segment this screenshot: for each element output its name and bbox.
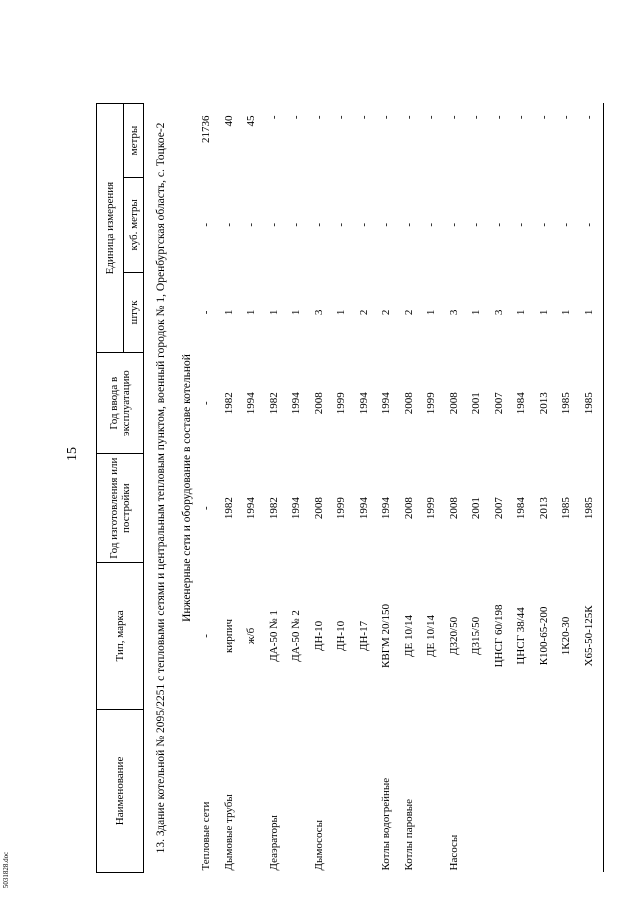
cell-meters: - [290, 115, 303, 120]
header-unit-meters: метры [124, 104, 144, 178]
header-name: Наименование [97, 709, 144, 872]
cell-year-commissioned: 1994 [290, 392, 303, 415]
cell-year-commissioned: 2008 [402, 392, 415, 415]
cell-pcs: 2 [402, 309, 415, 316]
cell-pcs: 3 [312, 309, 325, 316]
cell-name: Дымовые трубы [222, 794, 235, 871]
cell-year-made: 2008 [447, 497, 460, 520]
cell-name: Тепловые сети [200, 801, 213, 871]
cell-meters: 45 [245, 115, 258, 127]
header-unit-group: Единица измерения [97, 104, 124, 353]
table-row [263, 104, 286, 873]
cell-pcs: 1 [425, 309, 438, 316]
header-year-made: Год изготовления или постройки [97, 454, 144, 563]
cell-pcs: 1 [515, 309, 528, 316]
cell-year-commissioned: 1994 [357, 392, 370, 415]
cell-name [555, 709, 578, 872]
cell-year-made: 1994 [245, 497, 258, 520]
cell-name [578, 709, 601, 872]
cell-meters: - [492, 115, 505, 120]
cell-year-commissioned: 2008 [312, 392, 325, 415]
cell-cubic: - [335, 223, 348, 227]
cell-meters: - [335, 115, 348, 120]
cell-meters: - [425, 115, 438, 120]
cell-meters: 40 [222, 115, 235, 127]
cell-year-commissioned: 2007 [492, 392, 505, 415]
cell-cubic: - [515, 223, 528, 227]
cell-name: Деаэраторы [267, 815, 280, 871]
cell-year-made: 1999 [425, 497, 438, 520]
table-row [353, 104, 376, 873]
cell-type: ЦНСГ 38/44 [515, 607, 528, 665]
table-bottom-rule [600, 104, 604, 873]
cell-year-made: 1994 [290, 497, 303, 520]
cell-name: Котлы водогрейные [380, 777, 393, 871]
cell-cubic: - [380, 223, 393, 227]
cell-meters: - [537, 115, 550, 120]
table-row [285, 104, 308, 873]
document-footer-code: 5031828.doc [2, 851, 11, 889]
cell-year-commissioned: 1984 [515, 392, 528, 415]
cell-name [240, 709, 263, 872]
cell-type: 1К20-30 [560, 616, 573, 656]
table-row [375, 104, 398, 873]
cell-cubic: - [245, 223, 258, 227]
cell-type: ДН-10 [335, 620, 348, 652]
cell-pcs: 1 [582, 309, 595, 316]
header-unit-pcs: штук [124, 272, 144, 352]
cell-year-made: 1985 [560, 497, 573, 520]
cell-year-made: 1994 [357, 497, 370, 520]
cell-year-commissioned: 1985 [582, 392, 595, 415]
cell-year-made: 1999 [335, 497, 348, 520]
cell-pcs: 1 [245, 309, 258, 316]
cell-name [465, 709, 488, 872]
table-row [465, 104, 488, 873]
table-row [420, 104, 443, 873]
cell-pcs: 1 [267, 309, 280, 316]
cell-type: К100-65-200 [537, 606, 550, 666]
cell-pcs: - [200, 310, 213, 315]
cell-type: ДА-50 № 2 [290, 610, 303, 662]
cell-year-commissioned: 1999 [425, 392, 438, 415]
cell-cubic: - [357, 223, 370, 227]
cell-year-commissioned: 2013 [537, 392, 550, 415]
cell-year-made: 2001 [470, 497, 483, 520]
cell-year-made: 2008 [312, 497, 325, 520]
cell-year-made: - [200, 506, 213, 510]
section-title: 13. Здание котельной № 2095/2251 с тепловыми сетями и центральным тепловым пунктом, военный городок № 1, Оренбургская область, с. Тоцкое-2 [154, 122, 167, 854]
cell-cubic: - [537, 223, 550, 227]
cell-type: ДН-10 [312, 620, 325, 652]
cell-year-commissioned: 1985 [560, 392, 573, 415]
cell-name [488, 709, 511, 872]
cell-type: ж/б [245, 627, 258, 645]
subsection-title: Инженерные сети и оборудование в составе котельной [180, 354, 193, 622]
cell-cubic: - [222, 223, 235, 227]
cell-year-made: 1984 [515, 497, 528, 520]
cell-pcs: 1 [290, 309, 303, 316]
cell-cubic: - [560, 223, 573, 227]
cell-type: ДА-50 № 1 [267, 610, 280, 662]
cell-year-made: 1994 [380, 497, 393, 520]
table-row [330, 104, 353, 873]
table-row [308, 104, 331, 873]
table-body [144, 104, 601, 873]
table-header [97, 104, 144, 873]
cell-meters: - [560, 115, 573, 120]
header-year-commissioned: Год ввода в эксплуатацию [97, 353, 144, 454]
cell-name: Дымососы [312, 819, 325, 871]
table-row [195, 104, 218, 873]
cell-meters: 21736 [200, 115, 213, 143]
cell-cubic: - [582, 223, 595, 227]
cell-meters: - [582, 115, 595, 120]
cell-cubic: - [470, 223, 483, 227]
cell-cubic: - [290, 223, 303, 227]
table-row [555, 104, 578, 873]
cell-pcs: 1 [560, 309, 573, 316]
cell-name [285, 709, 308, 872]
cell-year-made: 1985 [582, 497, 595, 520]
cell-year-made: 2008 [402, 497, 415, 520]
cell-pcs: 2 [357, 309, 370, 316]
rotated-page-content [95, 30, 635, 880]
cell-name [420, 709, 443, 872]
cell-meters: - [447, 115, 460, 120]
cell-meters: - [312, 115, 325, 120]
cell-meters: - [402, 115, 415, 120]
header-unit-cubic: куб. метры [124, 178, 144, 273]
table-row [488, 104, 511, 873]
cell-cubic: - [267, 223, 280, 227]
page-number: 15 [65, 447, 80, 461]
cell-type: ДЕ 10/14 [425, 614, 438, 657]
cell-cubic: - [402, 223, 415, 227]
equipment-table [96, 103, 604, 873]
cell-type: ДЕ 10/14 [402, 614, 415, 657]
cell-type: Д320/50 [447, 616, 460, 655]
cell-pcs: 3 [492, 309, 505, 316]
cell-cubic: - [425, 223, 438, 227]
cell-pcs: 1 [470, 309, 483, 316]
cell-type: Х65-50-125К [582, 605, 595, 667]
cell-name [533, 709, 556, 872]
table-row [218, 104, 241, 873]
cell-meters: - [470, 115, 483, 120]
table-row [398, 104, 421, 873]
cell-cubic: - [447, 223, 460, 227]
cell-year-made: 2013 [537, 497, 550, 520]
cell-pcs: 2 [380, 309, 393, 316]
cell-year-commissioned: 2001 [470, 392, 483, 415]
cell-pcs: 1 [222, 309, 235, 316]
cell-year-commissioned: 1982 [267, 392, 280, 415]
cell-meters: - [267, 115, 280, 120]
cell-type: КВГМ 20/150 [380, 603, 393, 668]
cell-name: Котлы паровые [402, 798, 415, 871]
cell-name [353, 709, 376, 872]
cell-type: - [200, 634, 213, 638]
cell-type: ЦНСГ 60/198 [492, 604, 505, 668]
cell-year-commissioned: 1982 [222, 392, 235, 415]
cell-year-commissioned: 1999 [335, 392, 348, 415]
cell-year-made: 1982 [222, 497, 235, 520]
cell-year-commissioned: 2008 [447, 392, 460, 415]
cell-cubic: - [312, 223, 325, 227]
header-type: Тип, марка [97, 563, 144, 710]
cell-meters: - [357, 115, 370, 120]
cell-year-commissioned: - [200, 401, 213, 406]
cell-pcs: 1 [537, 309, 550, 316]
cell-year-commissioned: 1994 [380, 392, 393, 415]
cell-meters: - [515, 115, 528, 120]
table-row [240, 104, 263, 873]
cell-meters: - [380, 115, 393, 120]
cell-pcs: 1 [335, 309, 348, 316]
cell-cubic: - [200, 223, 213, 227]
cell-year-made: 2007 [492, 497, 505, 520]
cell-name: Насосы [447, 834, 460, 871]
cell-year-commissioned: 1994 [245, 392, 258, 415]
table-row [443, 104, 466, 873]
table-row [578, 104, 601, 873]
cell-name [330, 709, 353, 872]
cell-year-made: 1982 [267, 497, 280, 520]
table-row [533, 104, 556, 873]
cell-type: ДН-17 [357, 620, 370, 652]
cell-type: Д315/50 [470, 616, 483, 655]
cell-name [510, 709, 533, 872]
cell-type: кирпич [222, 618, 235, 653]
cell-pcs: 3 [447, 309, 460, 316]
cell-cubic: - [492, 223, 505, 227]
table-row [510, 104, 533, 873]
